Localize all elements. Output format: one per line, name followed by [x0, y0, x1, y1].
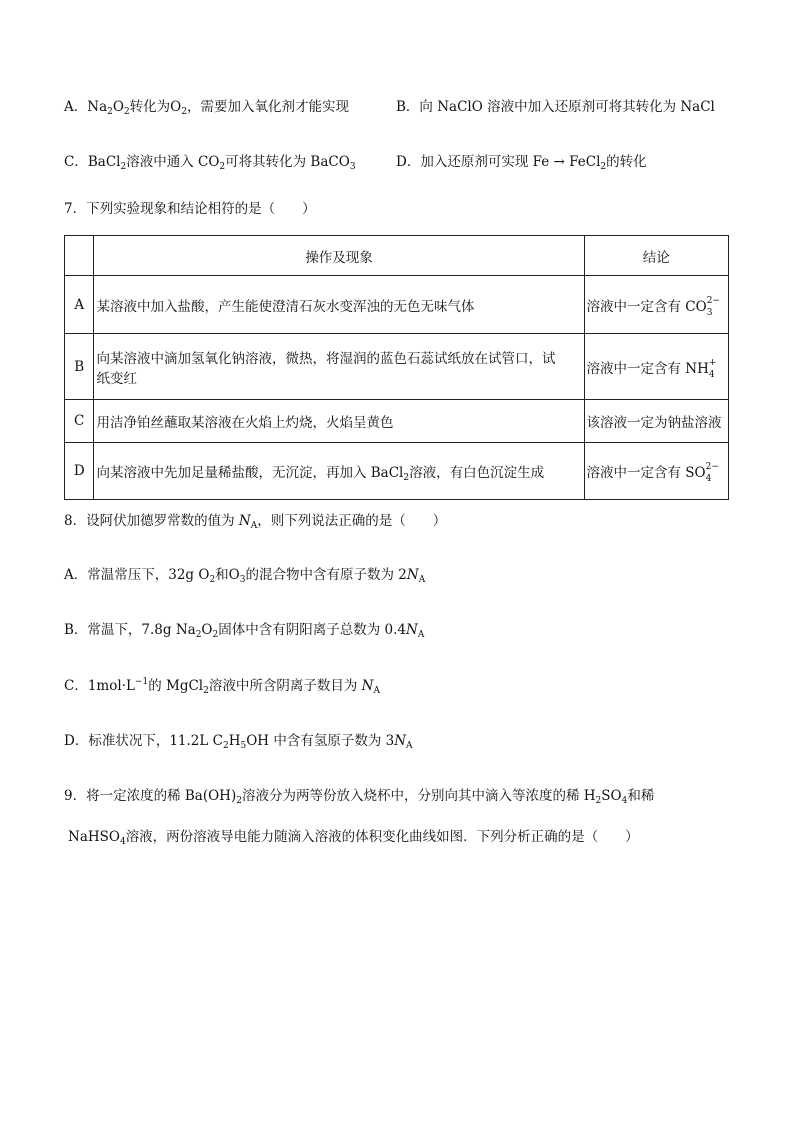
header-operation: 操作及现象: [94, 236, 584, 276]
q8-option-d: D．标准状况下，11.2L $C_2H_5OH$ 中含有氢原子数为 $3N_A$: [64, 733, 413, 751]
row-operation: 某溶液中加入盐酸，产生能使澄清石灰水变浑浊的无色无味气体: [94, 276, 584, 334]
q9-stem-line-2: NaHSO$_4$溶液，两份溶液导电能力随滴入溶液的体积变化曲线如图．下列分析正确的是（ ）: [68, 829, 639, 847]
q6-option-b: B．向 NaClO 溶液中加入还原剂可将其转化为 NaCl: [396, 99, 715, 115]
q6-option-c: C．BaCl$_2$溶液中通入 $CO_2$可将其转化为 BaCO$_3$: [64, 154, 356, 172]
row-index: A: [65, 276, 94, 334]
q8-option-a: A．常温常压下，32g $O_2$和$O_3$的混合物中含有原子数为 $2N_A$: [64, 567, 426, 585]
q7-experiment-table: [64, 235, 729, 500]
header-index-cell: [65, 236, 94, 276]
row-conclusion: 溶液中一定含有 NH + 4: [584, 334, 729, 400]
q7-stem: 7．下列实验现象和结论相符的是（ ）: [64, 201, 316, 217]
row-operation: 向某溶液中滴加氢氧化钠溶液，微热，将湿润的蓝色石蕊试纸放在试管口，试 纸变红: [94, 334, 584, 400]
row-operation: 向某溶液中先加足量稀盐酸，无沉淀，再加入 BaCl$_2$溶液，有白色沉淀生成: [94, 443, 584, 500]
q6-option-d: D．加入还原剂可实现 Fe → FeCl$_2$的转化: [396, 154, 647, 172]
row-index: C: [65, 400, 94, 443]
row-conclusion: 该溶液一定为钠盐溶液: [584, 400, 729, 443]
q9-stem-line-1: 9．将一定浓度的稀 $Ba(OH)_2$溶液分为两等份放入烧杯中，分别向其中滴入等浓度的稀 $H_2SO_4$和稀: [64, 788, 655, 806]
row-index: B: [65, 334, 94, 400]
row-index: D: [65, 443, 94, 500]
table-row: [65, 400, 729, 443]
row-operation: 用洁净铂丝蘸取某溶液在火焰上灼烧，火焰呈黄色: [94, 400, 584, 443]
table-row: [65, 443, 729, 500]
table-row: [65, 276, 729, 334]
table-header-row: [65, 236, 729, 276]
q8-stem: 8．设阿伏加德罗常数的值为 $N_A$，则下列说法正确的是（ ）: [64, 513, 447, 531]
row-conclusion: 溶液中一定含有 SO 2− 4: [584, 443, 729, 500]
q8-option-b: B．常温下，7.8g $Na_2O_2$固体中含有阴阳离子总数为 $0.4N_A$: [64, 622, 425, 640]
q8-option-c: C．$1mol\cdot L^{-1}$的 MgCl$_2$溶液中所含阴离子数目为 $N_A$: [64, 677, 380, 696]
q6-option-a: A．$Na_2O_2$转化为$O_2$，需要加入氧化剂才能实现: [64, 99, 349, 117]
header-conclusion: 结论: [584, 236, 729, 276]
row-conclusion: 溶液中一定含有 CO 2− 3: [584, 276, 729, 334]
table-row: [65, 334, 729, 400]
